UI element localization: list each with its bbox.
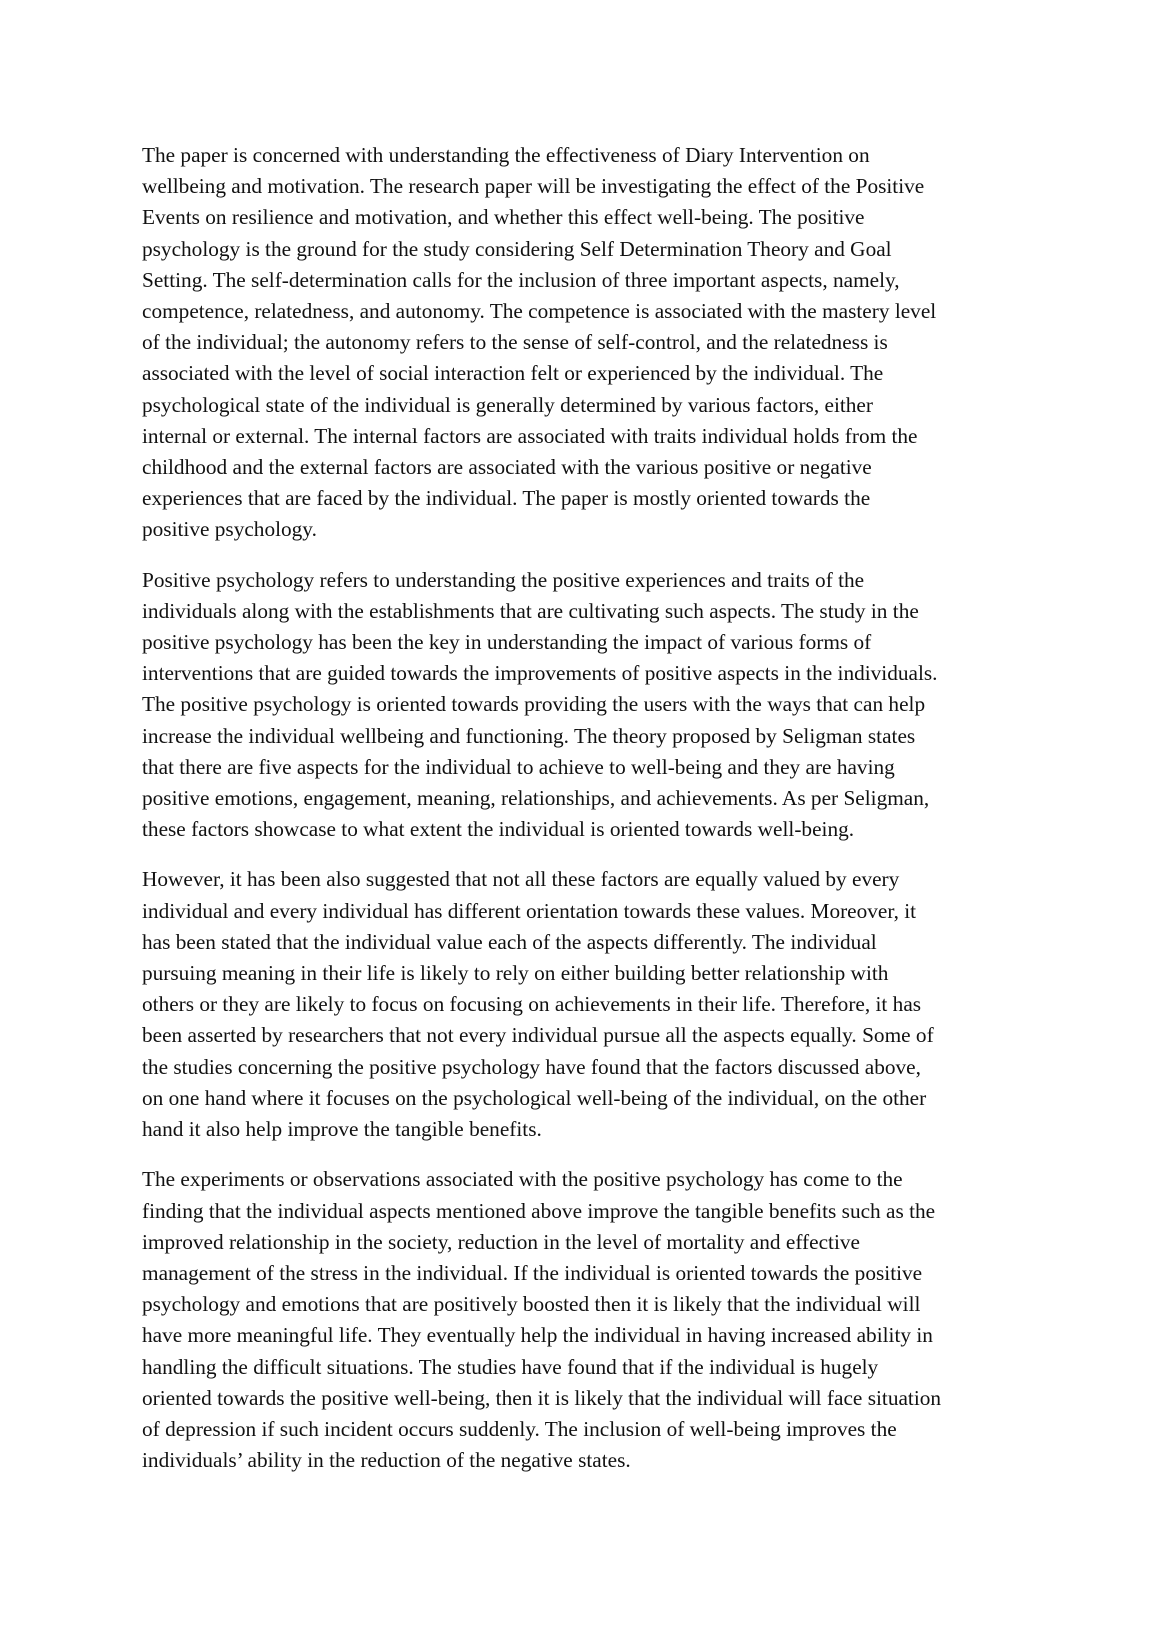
paragraph-line: positive psychology has been the key in understanding the impact of various forms of [142, 630, 872, 655]
paragraph-line: has been stated that the individual value each of the aspects differently. The individual [142, 929, 877, 954]
paragraph-line: the studies concerning the positive psychology have found that the factors discussed above, [142, 1054, 921, 1079]
paragraph-line: The positive psychology is oriented towards providing the users with the ways that can help [142, 692, 926, 717]
paragraph-line: psychology is the ground for the study considering Self Determination Theory and Goal [142, 236, 892, 261]
paragraph-line: of depression if such incident occurs suddenly. The inclusion of well-being improves the [142, 1416, 897, 1441]
paragraph-line: positive emotions, engagement, meaning, relationships, and achievements. As per Seligman, [142, 786, 930, 811]
paragraph-line: finding that the individual aspects mentioned above improve the tangible benefits such as the [142, 1198, 936, 1223]
paragraph-line: individuals’ ability in the reduction of the negative states. [142, 1448, 631, 1473]
paragraph-line: that there are five aspects for the individual to achieve to well-being and they are having [142, 754, 895, 779]
paragraph-line: on one hand where it focuses on the psychological well-being of the individual, on the other [142, 1085, 927, 1110]
paragraph-line: However, it has been also suggested that not all these factors are equally valued by every [142, 867, 900, 892]
paragraph-line: Positive psychology refers to understanding the positive experiences and traits of the [142, 567, 865, 592]
paragraph-line: pursuing meaning in their life is likely to rely on either building better relationship with [142, 961, 889, 986]
paragraph-4 [142, 1164, 1034, 1476]
paragraph-line: internal or external. The internal factors are associated with traits individual holds from the [142, 423, 918, 448]
paragraph-line: associated with the level of social interaction felt or experienced by the individual. The [142, 361, 884, 386]
paragraph-line: individuals along with the establishments that are cultivating such aspects. The study in the [142, 598, 919, 623]
paragraph-line: interventions that are guided towards the improvements of positive aspects in the individuals. [142, 661, 938, 686]
paragraph-line: childhood and the external factors are associated with the various positive or negative [142, 455, 872, 480]
paragraph-1 [142, 140, 1034, 546]
paragraph-line: experiences that are faced by the individual. The paper is mostly oriented towards the [142, 486, 871, 511]
paragraph-line: individual and every individual has different orientation towards these values. Moreover, it [142, 898, 917, 923]
paragraph-line: Setting. The self-determination calls for the inclusion of three important aspects, namely, [142, 267, 900, 292]
paragraph-line: others or they are likely to focus on focusing on achievements in their life. Therefore, it has [142, 992, 922, 1017]
paragraph-line: of the individual; the autonomy refers to the sense of self-control, and the relatedness is [142, 330, 888, 355]
paragraph-line: these factors showcase to what extent the individual is oriented towards well-being. [142, 817, 855, 842]
paragraph-line: positive psychology. [142, 517, 317, 542]
paragraph-line: hand it also help improve the tangible benefits. [142, 1117, 542, 1142]
document-body [142, 140, 1034, 1495]
paragraph-3 [142, 864, 1034, 1145]
paragraph-line: handling the difficult situations. The studies have found that if the individual is hugely [142, 1354, 879, 1379]
paragraph-line: psychology and emotions that are positively boosted then it is likely that the individual will [142, 1292, 921, 1317]
paragraph-line: oriented towards the positive well-being, then it is likely that the individual will face situation [142, 1385, 942, 1410]
paragraph-line: wellbeing and motivation. The research paper will be investigating the effect of the Positive [142, 174, 925, 199]
paragraph-line: competence, relatedness, and autonomy. The competence is associated with the mastery level [142, 299, 937, 324]
paragraph-2 [142, 565, 1034, 846]
paragraph-line: psychological state of the individual is generally determined by various factors, either [142, 392, 873, 417]
paragraph-line: been asserted by researchers that not every individual pursue all the aspects equally. Some of [142, 1023, 934, 1048]
paragraph-line: have more meaningful life. They eventually help the individual in having increased ability in [142, 1323, 933, 1348]
paragraph-line: improved relationship in the society, reduction in the level of mortality and effective [142, 1229, 860, 1254]
paragraph-line: Events on resilience and motivation, and whether this effect well-being. The positive [142, 205, 865, 230]
paragraph-line: The paper is concerned with understanding the effectiveness of Diary Intervention on [142, 143, 870, 167]
paragraph-line: increase the individual wellbeing and functioning. The theory proposed by Seligman states [142, 723, 916, 748]
paragraph-line: The experiments or observations associated with the positive psychology has come to the [142, 1167, 903, 1192]
paragraph-line: management of the stress in the individual. If the individual is oriented towards the positive [142, 1260, 923, 1285]
